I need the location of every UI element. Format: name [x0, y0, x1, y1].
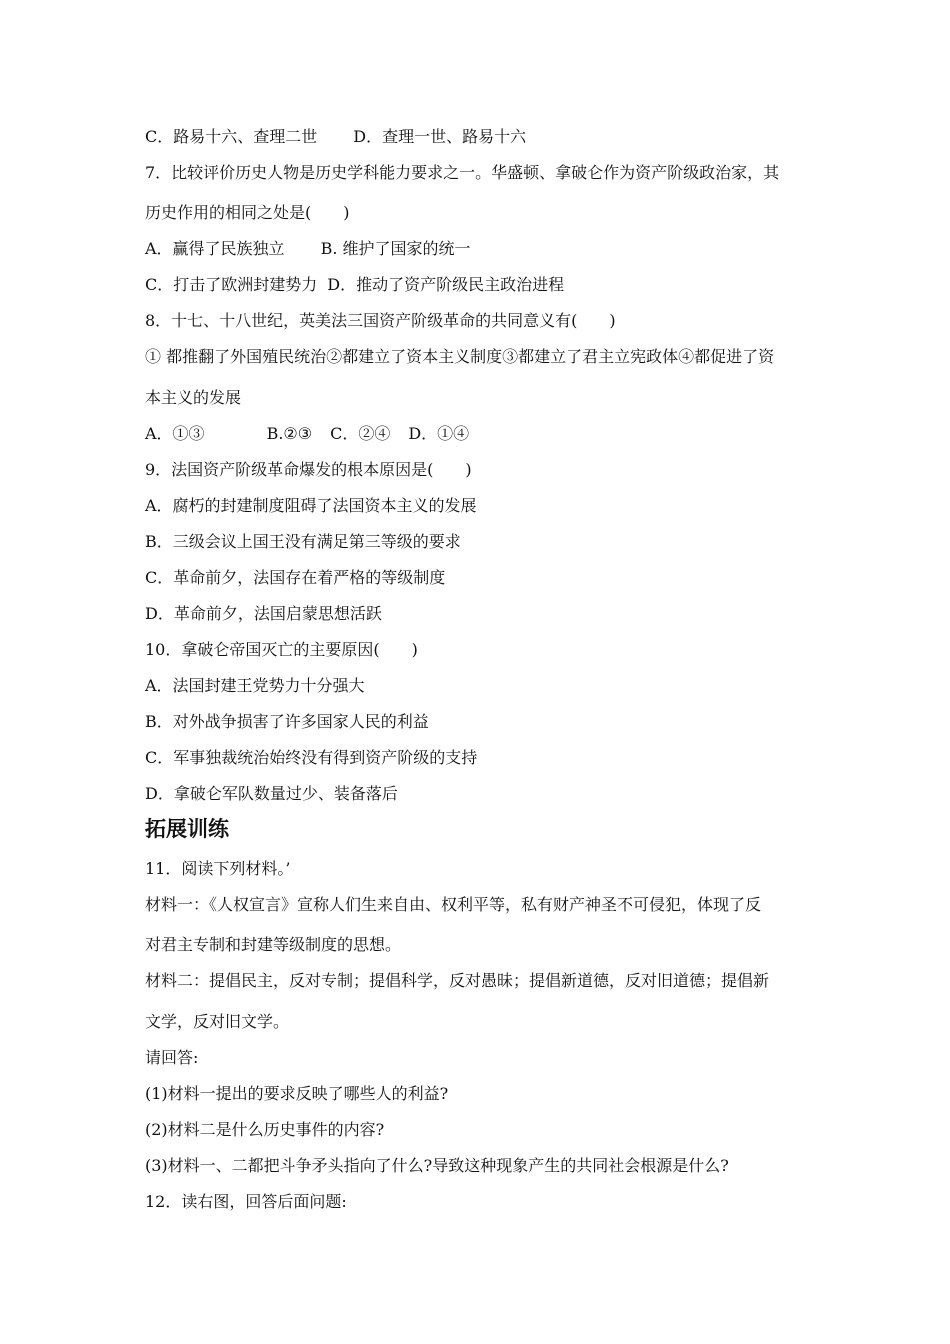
q11-material2-line2: 文学，反对旧文学。 — [145, 1012, 290, 1031]
q9-option-c: C．革命前夕，法国存在着严格的等级制度 — [145, 568, 446, 587]
q8-option-b: B.②③ — [266, 424, 313, 443]
q7-options-row2 — [145, 275, 564, 295]
q8-items-line2: 本主义的发展 — [145, 388, 242, 407]
q11-material1-line1: 材料一：《人权宣言》宣称人们生来自由、权利平等，私有财产神圣不可侵犯，体现了反 — [145, 895, 762, 914]
q10-stem: 10．拿破仑帝国灭亡的主要原因( ) — [145, 640, 418, 659]
q9-option-d: D．革命前夕，法国启蒙思想活跃 — [145, 604, 382, 623]
q8-option-d: D．①④ — [408, 424, 470, 443]
q8-stem: 8．十七、十八世纪，英美法三国资产阶级革命的共同意义有( ) — [145, 311, 616, 330]
q11-material2-line1: 材料二：提倡民主，反对专制；提倡科学，反对愚昧；提倡新道德，反对旧道德；提倡新 — [145, 971, 770, 990]
q7-option-a: A．赢得了民族独立 — [145, 239, 285, 258]
q8-options-row — [145, 424, 469, 444]
q7-option-d: D．推动了资产阶级民主政治进程 — [327, 275, 565, 294]
q11-stem: 11．阅读下列材料。’ — [145, 859, 291, 878]
q9-stem: 9．法国资产阶级革命爆发的根本原因是( ) — [145, 460, 472, 479]
q12-stem: 12．读右图，回答后面问题: — [145, 1192, 347, 1211]
q11-prompt: 请回答: — [145, 1048, 199, 1067]
q7-option-c: C．打击了欧洲封建势力 — [145, 275, 318, 294]
q9-option-b: B．三级会议上国王没有满足第三等级的要求 — [145, 532, 461, 551]
q10-option-a: A．法国封建王党势力十分强大 — [145, 676, 365, 695]
q9-option-a: A．腐朽的封建制度阻碍了法国资本主义的发展 — [145, 496, 477, 515]
q11-subquestion-1: (1)材料一提出的要求反映了哪些人的利益? — [145, 1084, 449, 1103]
q6-options-row — [145, 127, 526, 147]
q8-option-c: C．②④ — [330, 424, 391, 443]
q7-stem-line2: 历史作用的相同之处是( ) — [145, 203, 350, 222]
q6-option-d: D．查理一世、路易十六 — [353, 127, 527, 146]
q10-option-b: B．对外战争损害了许多国家人民的利益 — [145, 712, 429, 731]
q11-subquestion-3: (3)材料一、二都把斗争矛头指向了什么?导致这种现象产生的共同社会根源是什么? — [145, 1156, 729, 1175]
q11-subquestion-2: (2)材料二是什么历史事件的内容? — [145, 1120, 385, 1139]
q10-option-d: D．拿破仑军队数量过少、装备落后 — [145, 784, 398, 803]
q6-option-c: C．路易十六、查理二世 — [145, 127, 318, 146]
q7-option-b: B. 维护了国家的统一 — [320, 239, 471, 258]
q10-option-c: C．军事独裁统治始终没有得到资产阶级的支持 — [145, 748, 478, 767]
q7-stem-line1: 7．比较评价历史人物是历史学科能力要求之一。华盛顿、拿破仑作为资产阶级政治家，其 — [145, 163, 780, 182]
q11-material1-line2: 对君主专制和封建等级制度的思想。 — [145, 935, 402, 954]
q7-options-row1 — [145, 239, 471, 259]
q8-option-a: A．①③ — [145, 424, 205, 443]
section-heading: 拓展训练 — [145, 817, 229, 841]
q8-items-line1: ① 都推翻了外国殖民统治②都建立了资本主义制度③都建立了君主立宪政体④都促进了资 — [145, 347, 775, 366]
